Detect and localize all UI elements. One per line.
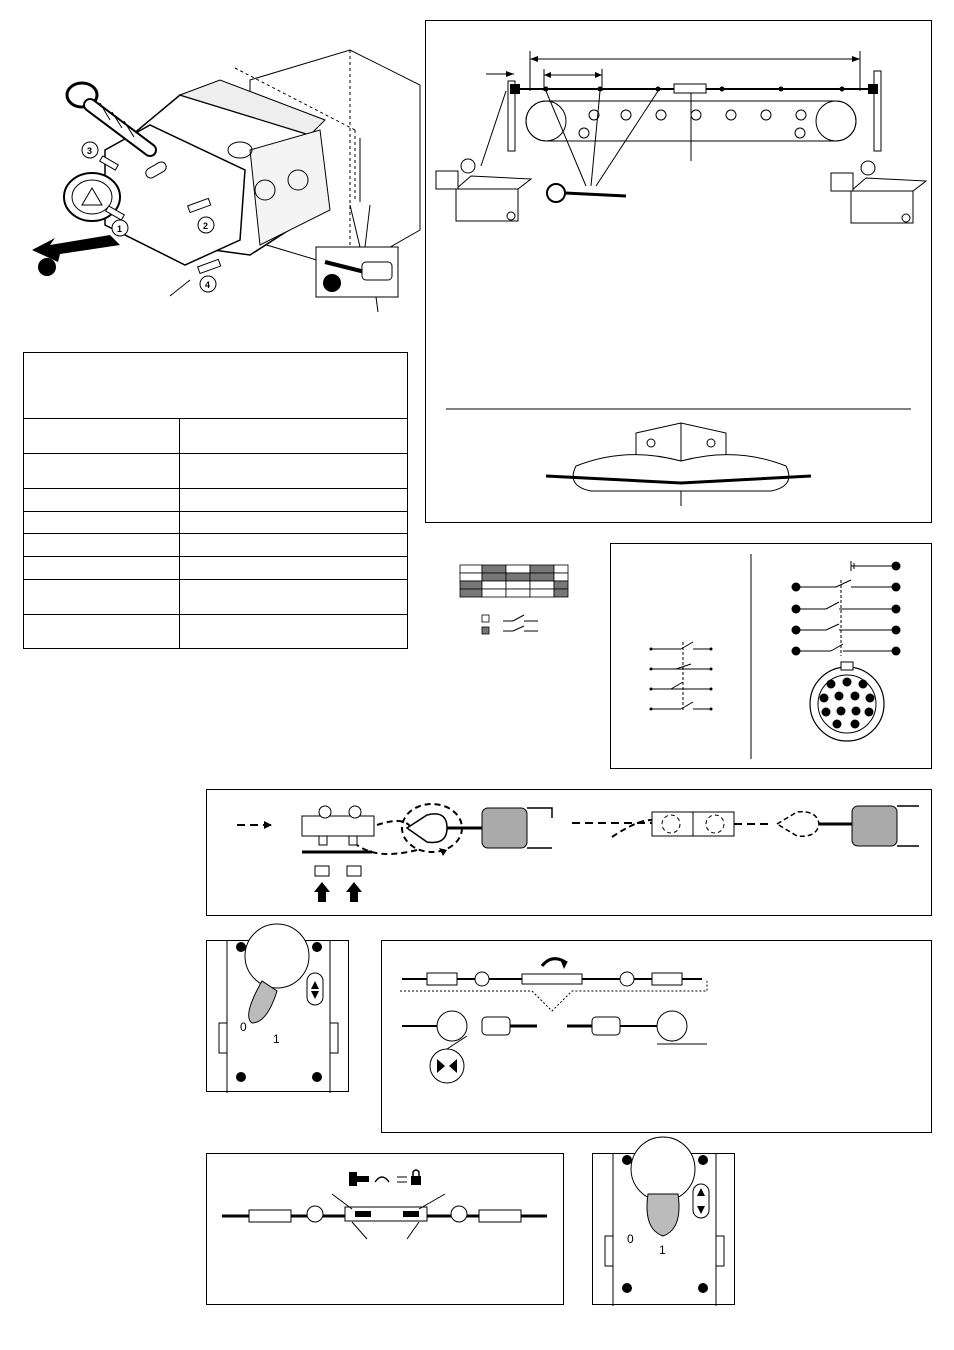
off-position-label-2: 0	[627, 1232, 634, 1246]
table-row	[24, 580, 408, 615]
table-row	[24, 454, 408, 489]
table-row	[24, 419, 408, 454]
rope-installation-drawing	[426, 21, 933, 524]
table-row	[24, 615, 408, 649]
rope-locking-panel	[206, 1153, 564, 1305]
wiring-diagram-panel	[610, 543, 932, 769]
rope-clamp-drawing	[207, 790, 933, 917]
table-row	[24, 557, 408, 580]
step-3-label: 3	[87, 146, 93, 156]
switch-position-drawing-2	[593, 1154, 736, 1306]
table-row	[24, 512, 408, 534]
mounting-figure	[20, 40, 430, 310]
rope-installation-panel	[425, 20, 932, 523]
step-4-label: 4	[205, 280, 211, 290]
on-position-label: 1	[273, 1032, 280, 1046]
wrench-icon	[349, 1172, 369, 1186]
table-row	[24, 534, 408, 557]
on-position-label-2: 1	[659, 1243, 666, 1257]
step-2-label: 2	[203, 221, 209, 231]
mounting-drawing	[20, 40, 430, 310]
switch-position-view-2	[592, 1153, 735, 1305]
rope-locking-drawing	[207, 1154, 565, 1306]
table-row	[24, 489, 408, 512]
switch-position-drawing	[207, 941, 350, 1093]
off-position-label: 0	[240, 1020, 247, 1034]
wiring-diagram-drawing	[611, 544, 933, 770]
switch-position-view	[206, 940, 349, 1092]
spec-table-header	[23, 352, 408, 419]
contact-truth-drawing	[458, 563, 573, 638]
spec-table	[23, 418, 408, 649]
rope-tension-drawing	[382, 941, 933, 1134]
lock-icon	[411, 1170, 421, 1185]
contact-truth-table	[458, 563, 573, 638]
rope-clamp-panel	[206, 789, 932, 916]
step-1-label: 1	[117, 224, 123, 234]
rope-tension-panel	[381, 940, 932, 1133]
